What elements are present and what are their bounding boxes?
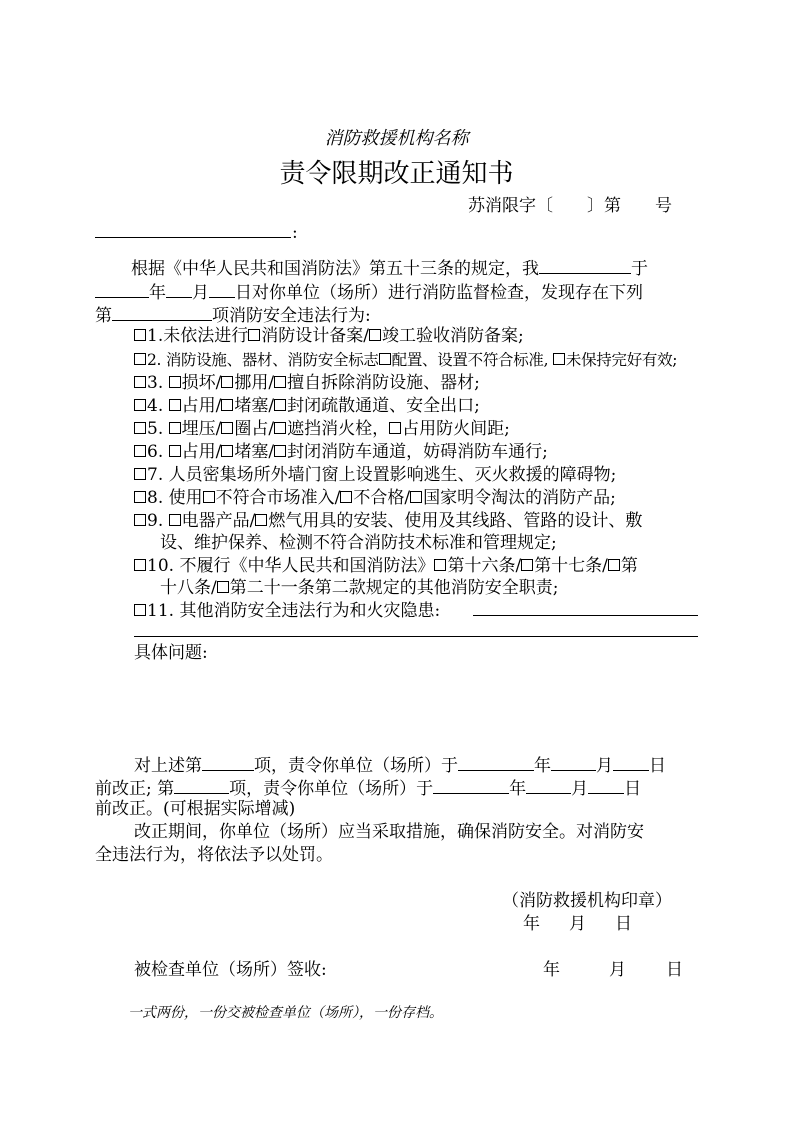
- item-text: 不合格/: [353, 488, 411, 508]
- checkbox[interactable]: [134, 399, 146, 411]
- item-text: 配置、设置不符合标准,: [391, 351, 553, 369]
- item-text: 燃气用具的安装、使用及其线路、管路的设计、敷: [268, 511, 643, 531]
- item-8: [134, 487, 616, 509]
- blank-month: [166, 279, 192, 298]
- item-5: [134, 418, 510, 440]
- intro-text: 于: [631, 259, 648, 279]
- intro-line-1: [131, 255, 648, 280]
- item-text: 5.: [147, 419, 169, 439]
- checkbox[interactable]: [134, 329, 146, 341]
- seal-label: （消防救援机构印章）: [502, 891, 672, 911]
- checkbox[interactable]: [255, 514, 267, 526]
- intro-text: 年: [149, 283, 166, 303]
- checkbox[interactable]: [217, 581, 229, 593]
- item-text: 十八条/: [160, 578, 217, 598]
- blank-year: [433, 775, 509, 794]
- item-text: 第十六条/: [447, 556, 522, 576]
- checkbox[interactable]: [134, 376, 146, 388]
- recipient-colon: :: [292, 223, 298, 243]
- item-text: 7. 人员密集场所外墙门窗上设置影响逃生、灭火救援的障碍物;: [147, 465, 617, 485]
- item-2: [134, 349, 677, 371]
- item-11-underline-2: [134, 636, 698, 637]
- intro-text: 项消防安全违法行为:: [212, 306, 371, 326]
- signoff-day: 日: [666, 960, 683, 980]
- item-text: 第: [620, 556, 638, 576]
- intro-text: 日对你单位（场所）进行消防监督检查，发现存在下列: [235, 283, 643, 303]
- item-text: 8. 使用: [147, 488, 203, 508]
- org-name: 消防救援机构名称: [324, 128, 469, 149]
- order-text: 项，责令你单位（场所）于: [254, 756, 458, 776]
- item-text: 占用防火间距;: [402, 419, 510, 439]
- blank-day: [588, 775, 624, 794]
- checkbox[interactable]: [221, 399, 233, 411]
- item-text: 封闭疏散通道、安全出口;: [287, 396, 480, 416]
- checkbox[interactable]: [134, 468, 146, 480]
- checkbox[interactable]: [434, 559, 446, 571]
- checkbox[interactable]: [169, 399, 181, 411]
- item-text: 9.: [147, 511, 169, 531]
- order-text: 日: [624, 779, 642, 799]
- checkbox[interactable]: [134, 353, 146, 365]
- item-10: [134, 555, 638, 577]
- item-11: [134, 600, 440, 622]
- item-6: [134, 441, 548, 463]
- seal-day: 日: [615, 914, 632, 934]
- recipient-line: [95, 237, 291, 238]
- item-7: [134, 464, 616, 486]
- item-text: 第十七条/: [534, 556, 608, 576]
- item-text: 圈占/: [234, 419, 275, 439]
- blank-item-no: [202, 752, 254, 771]
- blank-day: [613, 752, 649, 771]
- checkbox[interactable]: [221, 422, 233, 434]
- item-10-line-2: [160, 577, 558, 599]
- item-text: 11. 其他消防安全违法行为和火灾隐患:: [147, 601, 441, 621]
- checkbox[interactable]: [369, 329, 381, 341]
- checkbox[interactable]: [134, 604, 146, 616]
- doc-number: 苏消限字〔 〕第 号: [468, 196, 672, 216]
- order-text: 月: [596, 756, 613, 776]
- signoff-month: 月: [609, 960, 626, 980]
- signoff-year: 年: [543, 960, 560, 980]
- doc-title: 责令限期改正通知书: [279, 159, 514, 189]
- item-text: 不符合市场准入/: [215, 488, 341, 508]
- item-text: 6.: [147, 442, 169, 462]
- item-1: [134, 325, 524, 347]
- checkbox[interactable]: [221, 445, 233, 457]
- checkbox[interactable]: [274, 445, 286, 457]
- checkbox[interactable]: [203, 491, 215, 503]
- item-text: 1.未依法进行: [147, 326, 249, 346]
- checkbox[interactable]: [274, 376, 286, 388]
- checkbox[interactable]: [274, 399, 286, 411]
- item-text: 电器产品/: [181, 511, 256, 531]
- checkbox[interactable]: [248, 329, 260, 341]
- checkbox[interactable]: [134, 559, 146, 571]
- item-text: 占用/: [181, 442, 222, 462]
- item-text: 遮挡消火栓，: [287, 419, 390, 439]
- intro-text: 根据《中华人民共和国消防法》第五十三条的规定，我: [131, 259, 539, 279]
- item-text: 未保持完好有效;: [565, 351, 678, 369]
- item-4: [134, 395, 480, 417]
- checkbox[interactable]: [274, 422, 286, 434]
- item-text: 4.: [147, 396, 169, 416]
- blank-month: [551, 752, 596, 771]
- order-text: 日: [649, 756, 666, 776]
- item-11-underline: [473, 615, 698, 616]
- checkbox[interactable]: [134, 514, 146, 526]
- order-text: 对上述第: [134, 756, 202, 776]
- item-9: [134, 510, 642, 532]
- checkbox[interactable]: [169, 445, 181, 457]
- item-text: 堵塞/: [234, 442, 275, 462]
- intro-text: 月: [192, 283, 209, 303]
- blank-year: [95, 279, 149, 298]
- checkbox[interactable]: [134, 445, 146, 457]
- item-3: [134, 372, 480, 394]
- item-text: 2. 消防设施、器材、消防安全标志: [147, 351, 379, 369]
- signoff-label: 被检查单位（场所）签收:: [134, 960, 327, 980]
- order-text: 月: [571, 779, 589, 799]
- blank-item-count: [112, 302, 212, 321]
- order-line-1: [134, 752, 666, 777]
- item-text: 3.: [147, 373, 169, 393]
- item-text: 占用/: [181, 396, 222, 416]
- order-text: 前改正; 第: [95, 779, 175, 799]
- checkbox[interactable]: [134, 422, 146, 434]
- order-text: 年: [534, 756, 551, 776]
- item-text: 第二十一条第二款规定的其他消防安全职责;: [229, 578, 559, 598]
- footnote: 一式两份，一份交被检查单位（场所），一份存档。: [128, 1005, 443, 1021]
- checkbox[interactable]: [169, 514, 181, 526]
- order-text: 年: [509, 779, 527, 799]
- order-line-3: 前改正。(可根据实际增减): [95, 799, 296, 819]
- blank-month: [526, 775, 571, 794]
- specific-problems-label: 具体问题:: [134, 643, 208, 663]
- checkbox[interactable]: [134, 491, 146, 503]
- blank-day: [209, 279, 235, 298]
- checkbox[interactable]: [379, 353, 391, 365]
- item-text: 挪用/: [234, 373, 275, 393]
- checkbox[interactable]: [340, 491, 352, 503]
- item-text: 10. 不履行《中华人民共和国消防法》: [147, 556, 435, 576]
- checkbox[interactable]: [221, 376, 233, 388]
- item-text: 消防设计备案/: [261, 326, 369, 346]
- item-text: 损坏/: [181, 373, 222, 393]
- correction-paragraph-line-2: 全违法行为，将依法予以处罚。: [95, 845, 333, 865]
- checkbox[interactable]: [169, 376, 181, 388]
- item-9-line-2: 设、维护保养、检测不符合消防技术标准和管理规定;: [160, 533, 557, 553]
- checkbox[interactable]: [608, 559, 620, 571]
- intro-line-2: [95, 279, 643, 304]
- blank-item-no: [174, 775, 229, 794]
- order-text: 项，责令你单位（场所）于: [229, 779, 434, 799]
- item-text: 封闭消防车通道，妨碍消防车通行;: [287, 442, 548, 462]
- item-text: 埋压/: [181, 419, 222, 439]
- seal-year: 年: [523, 914, 540, 934]
- seal-month: 月: [569, 914, 586, 934]
- correction-paragraph-line-1: 改正期间，你单位（场所）应当采取措施，确保消防安全。对消防安: [134, 822, 644, 842]
- item-text: 堵塞/: [234, 396, 275, 416]
- blank-year: [458, 752, 534, 771]
- checkbox[interactable]: [553, 353, 565, 365]
- intro-text: 第: [95, 306, 112, 326]
- item-text: 国家明令淘汰的消防产品;: [423, 488, 616, 508]
- order-line-2: [95, 775, 641, 800]
- item-text: 擅自拆除消防设施、器材;: [287, 373, 480, 393]
- checkbox[interactable]: [521, 559, 533, 571]
- checkbox[interactable]: [389, 422, 401, 434]
- item-text: 竣工验收消防备案;: [381, 326, 524, 346]
- blank-org: [539, 255, 631, 274]
- checkbox[interactable]: [169, 422, 181, 434]
- checkbox[interactable]: [410, 491, 422, 503]
- intro-line-3: [95, 302, 371, 327]
